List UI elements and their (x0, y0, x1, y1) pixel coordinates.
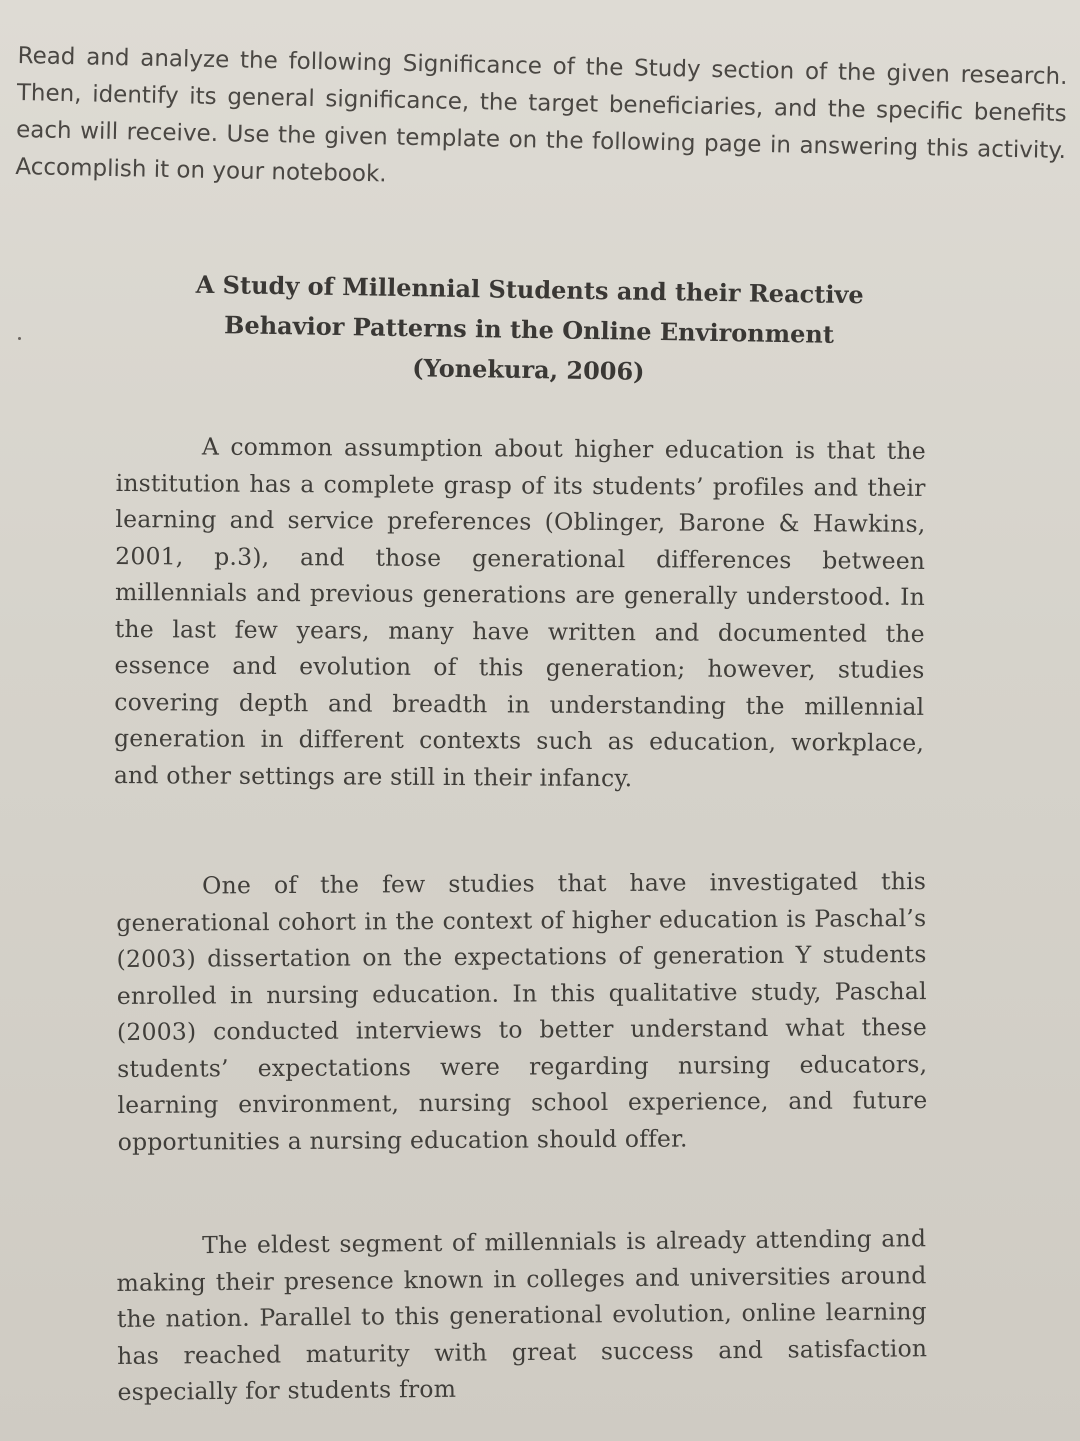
study-title (118, 264, 940, 397)
paragraph-3-text: The eldest segment of millennials is already attending and making their presence known in colleges and universities around the nation. Parallel to this generational evolution, online learning has reached maturity with great success and satisfaction especially for students from (116, 1224, 928, 1406)
title-line-1: A Study of Millennial Students and their Reactive (195, 269, 864, 310)
paper-speck (18, 337, 21, 340)
instructions-text: Read and analyze the following Significance of the Study section of the given research. Then, identify its general significance, the target beneficiaries, and the specific benefits each will receive. Use the given template on the following page in answering this activity. Accomplish it on your notebook. (15, 42, 1068, 188)
paragraph-3 (116, 1220, 928, 1410)
paragraph-1 (114, 428, 926, 798)
paragraph-1-text: A common assumption about higher education is that the institution has a complete grasp of its students’ profiles and their learning and service preferences (Oblinger, Barone & Hawkins, 2001, p.3), and those generational differences between millennials and previous generations are generally understood. In the last few years, many have written and documented the essence and evolution of this generation; however, studies covering depth and breadth in understanding the millennial generation in different contexts such as education, workplace, and other settings are still in their infancy. (113, 432, 926, 792)
title-citation: (Yonekura, 2006) (412, 353, 645, 386)
paragraph-2-text: One of the few studies that have investigated this generational cohort in the context of higher education is Paschal’s (2003) dissertation on the expectations of generation Y students enrolled in nursing education. In this qualitative study, Paschal (2003) conducted interviews to better understand what these students’ expectations were regarding nursing educators, learning environment, nursing school experience, and future opportunities a nursing education should offer. (116, 867, 928, 1156)
paragraph-2 (116, 863, 928, 1160)
title-line-2: Behavior Patterns in the Online Environment (223, 310, 835, 349)
